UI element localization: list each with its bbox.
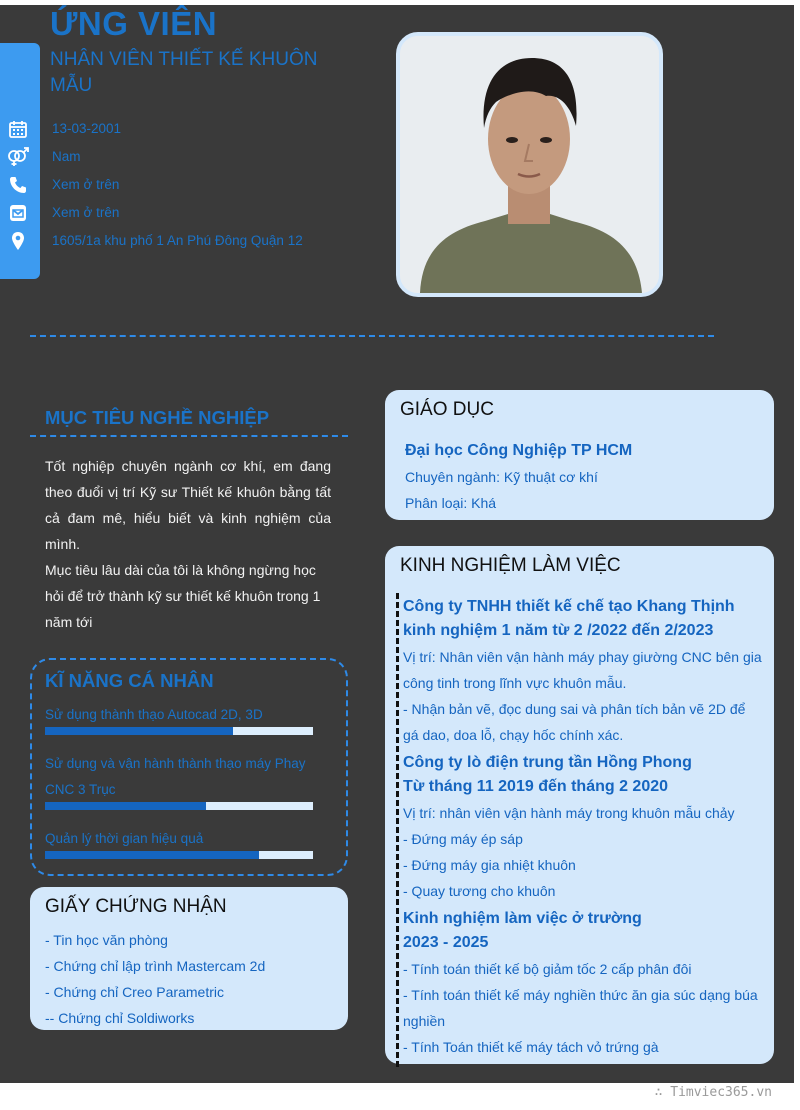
objective-paragraph: Mục tiêu lâu dài của tôi là không ngừng học hỏi để trở thành kỹ sư thiết kế khuôn trong 1 năm tới: [45, 562, 321, 630]
skill-label: Sử dụng thành thạo Autocad 2D, 3D: [45, 707, 263, 722]
calendar-icon: [8, 119, 28, 139]
skill-bar-fill: [45, 851, 259, 859]
school-name: Đại học Công Nghiệp TP HCM: [405, 442, 633, 459]
skills-title: KĨ NĂNG CÁ NHÂN: [45, 670, 214, 691]
job-detail: Vị trí: nhân viên vận hành máy trong khuôn mẫu chảy: [403, 805, 735, 821]
location-icon: [8, 231, 28, 251]
email-icon: [8, 203, 28, 223]
certificate-item: - Chứng chỉ lập trình Mastercam 2d: [45, 958, 266, 974]
job-detail: - Nhận bản vẽ, đọc dung sai và phân tích bản vẽ 2D để: [403, 701, 746, 717]
gender-icon: [6, 147, 30, 167]
objective-underline: [30, 435, 348, 437]
job-detail: - Đứng máy ép sáp: [403, 831, 523, 847]
certificate-item: - Chứng chỉ Creo Parametric: [45, 984, 224, 1000]
header-divider: [30, 335, 714, 337]
job-detail: - Đứng máy gia nhiệt khuôn: [403, 857, 576, 873]
skill-bar-fill: [45, 727, 233, 735]
certificate-item: -- Chứng chỉ Soldiworks: [45, 1010, 195, 1026]
education-card: [385, 390, 774, 520]
job-detail: nghiền: [403, 1013, 446, 1029]
phone-icon: [8, 175, 28, 195]
birth-date: 13-03-2001: [52, 121, 122, 136]
job-detail: gá dao, doa lỗ, chạy hốc chính xác.: [403, 727, 624, 743]
email: Xem ở trên: [52, 205, 120, 220]
job-period: Từ tháng 11 2019 đến tháng 2 2020: [403, 778, 669, 795]
job-detail: Vị trí: Nhân viên vận hành máy phay giường CNC bên gia: [403, 649, 762, 665]
job-company: Công ty lò điện trung tần Hồng Phong: [403, 754, 692, 771]
education-major: Chuyên ngành: Kỹ thuật cơ khí: [405, 469, 598, 485]
job-title: NHÂN VIÊN THIẾT KẾ KHUÔN MẪU: [50, 49, 318, 96]
objective-paragraph: Tốt nghiệp chuyên ngành cơ khí, em đang theo đuổi vị trí Kỹ sư Thiết kế khuôn bằng tất cả đam mê, hiểu biết và kinh nghiệm của mình.: [45, 458, 331, 552]
education-rank: Phân loại: Khá: [405, 495, 497, 511]
objective-text: [45, 453, 331, 635]
job-period: kinh nghiệm 1 năm từ 2 /2022 đến 2/2023: [403, 622, 714, 639]
job-company: Công ty TNHH thiết kế chế tạo Khang Thịnh: [403, 598, 735, 615]
certificates-title: GIẤY CHỨNG NHẬN: [45, 896, 227, 917]
experience-card: [385, 546, 774, 1064]
skill-label: Quản lý thời gian hiệu quả: [45, 831, 204, 846]
certificates-card: [30, 887, 348, 1030]
experience-title: KINH NGHIỆM LÀM VIỆC: [400, 555, 621, 576]
job-period: 2023 - 2025: [403, 934, 489, 951]
job-detail: - Tính toán thiết kế bộ giảm tốc 2 cấp phân đôi: [403, 961, 692, 977]
skill-label: Sử dụng và vận hành thành thạo máy Phay CNC 3 Trục: [45, 756, 306, 797]
job-detail: - Tính toán thiết kế máy nghiền thức ăn gia súc dạng búa: [403, 987, 758, 1003]
candidate-name: ỨNG VIÊN: [50, 5, 218, 42]
skill-bar-fill: [45, 802, 206, 810]
candidate-photo: [396, 32, 663, 297]
phone: Xem ở trên: [52, 177, 120, 192]
certificate-item: - Tin học văn phòng: [45, 932, 168, 948]
job-detail: - Quay tương cho khuôn: [403, 883, 556, 899]
experience-timeline-rule: [396, 593, 399, 1067]
education-title: GIÁO DỤC: [400, 399, 494, 420]
site-watermark: ∴ Timviec365.vn: [654, 1085, 772, 1100]
skill-bar: [45, 727, 313, 735]
job-company: Kinh nghiệm làm việc ở trường: [403, 910, 642, 927]
skill-bar: [45, 851, 313, 859]
address: 1605/1a khu phố 1 An Phú Đông Quận 12: [52, 233, 303, 248]
contact-icon-bar: [0, 43, 40, 279]
job-detail: - Tính Toán thiết kế máy tách vỏ trứng gà: [403, 1039, 659, 1055]
skill-bar: [45, 802, 313, 810]
job-detail: công tinh trong lĩnh vực khuôn mẫu.: [403, 675, 627, 691]
objective-title: MỤC TIÊU NGHỀ NGHIỆP: [45, 407, 270, 428]
gender: Nam: [52, 149, 81, 164]
cv-page: [0, 5, 794, 1083]
